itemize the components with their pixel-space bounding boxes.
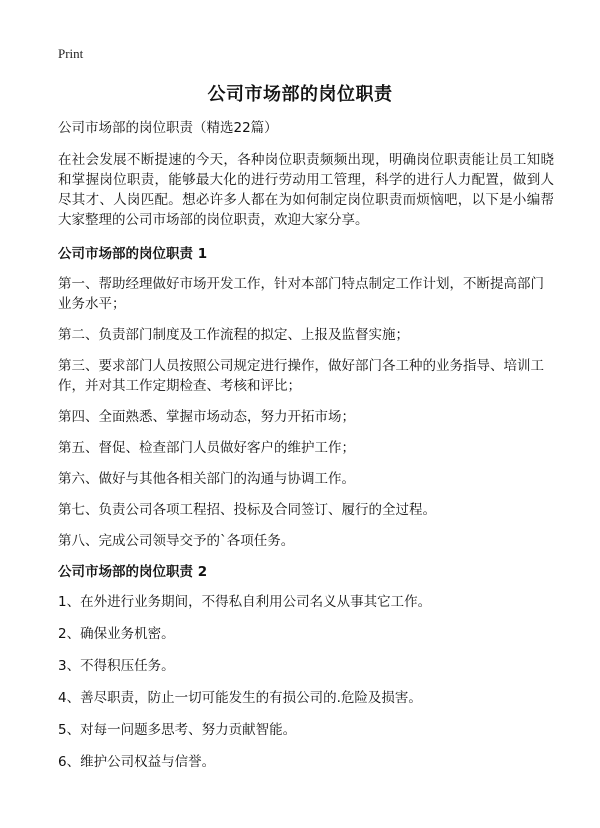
print-link[interactable]: Print xyxy=(58,46,84,61)
list-item: 3、不得积压任务。 xyxy=(58,658,175,674)
list-item: 第八、完成公司领导交予的`各项任务。 xyxy=(58,533,295,549)
section-heading: 公司市场部的岗位职责 1 xyxy=(58,246,208,262)
list-item: 第四、全面熟悉、掌握市场动态，努力开拓市场； xyxy=(58,409,355,425)
list-item: 4、善尽职责，防止一切可能发生的有损公司的.危险及损害。 xyxy=(58,690,422,706)
section-2 xyxy=(58,562,554,772)
page-title: 公司市场部的岗位职责 xyxy=(207,84,393,105)
list-item: 第二、负责部门制度及工作流程的拟定、上报及监督实施； xyxy=(58,327,409,343)
list-item: 6、维护公司权益与信誉。 xyxy=(58,754,216,770)
list-item: 1、在外进行业务期间，不得私自利用公司名义从事其它工作。 xyxy=(58,594,432,610)
list-item: 5、对每一问题多思考、努力贡献智能。 xyxy=(58,722,297,738)
list-item: 第六、做好与其他各相关部门的沟通与协调工作。 xyxy=(58,471,355,487)
list-item: 2、确保业务机密。 xyxy=(58,626,175,642)
section-heading: 公司市场部的岗位职责 2 xyxy=(58,564,208,580)
document-subtitle: 公司市场部的岗位职责（精选22篇） xyxy=(58,120,278,136)
list-item: 第三、要求部门人员按照公司规定进行操作，做好部门各工种的业务指导、培训工作，并对其工作定期检查、考核和评比； xyxy=(58,358,544,394)
intro-paragraph: 在社会发展不断提速的今天，各种岗位职责频频出现，明确岗位职责能让员工知晓和掌握岗位职责，能够最大化的进行劳动用工管理，科学的进行人力配置，做到人尽其才、人岗匹配。想必许多人都在为如何制定岗位职责而烦恼吧，以下是小编帮大家整理的公司市场部的岗位职责，欢迎大家分享。 xyxy=(58,152,554,228)
list-item: 第一、帮助经理做好市场开发工作，针对本部门特点制定工作计划，不断提高部门业务水平； xyxy=(58,276,544,312)
document-body xyxy=(58,118,554,784)
list-item: 第五、督促、检查部门人员做好客户的维护工作； xyxy=(58,440,355,456)
section-1 xyxy=(58,244,554,551)
list-item: 第七、负责公司各项工程招、投标及合同签订、履行的全过程。 xyxy=(58,502,436,518)
